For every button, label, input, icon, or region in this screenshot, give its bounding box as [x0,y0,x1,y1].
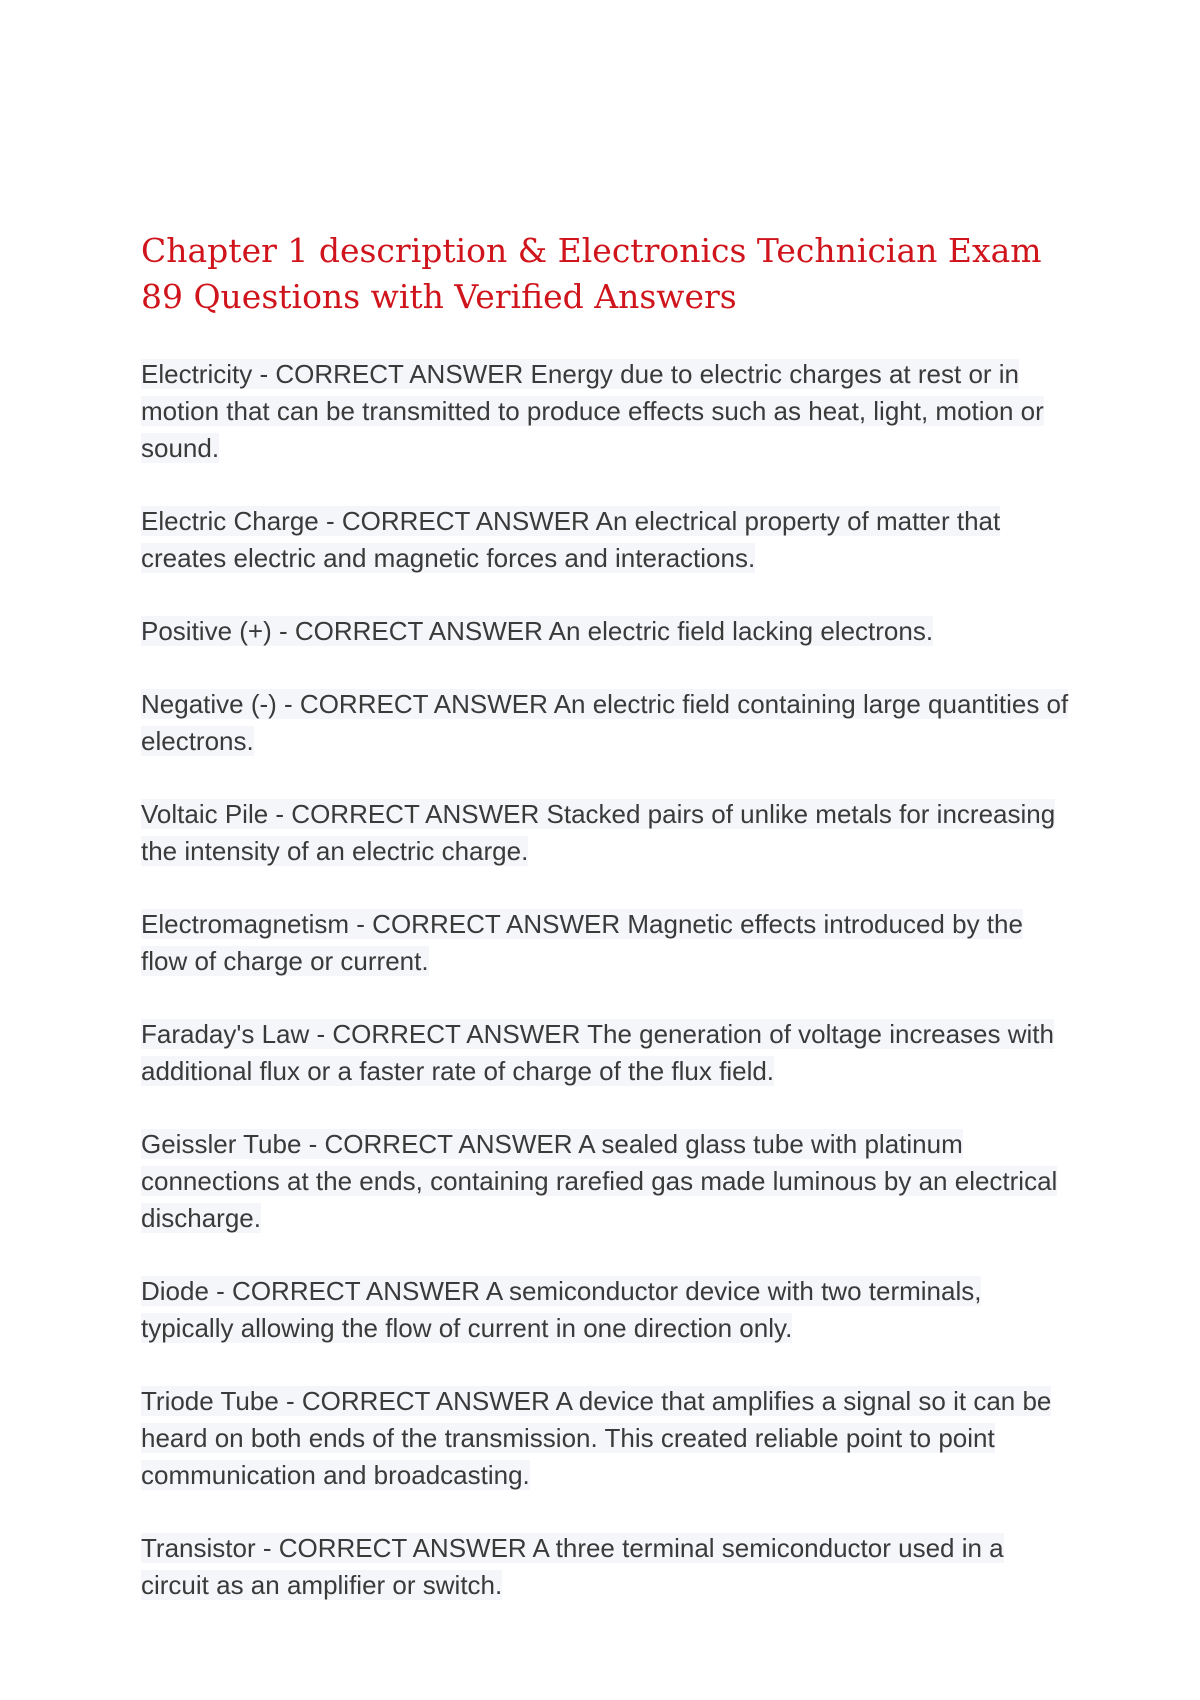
qa-text: Negative (-) - CORRECT ANSWER An electric field containing large quantities of electrons. [141,689,1069,756]
qa-text: Electricity - CORRECT ANSWER Energy due to electric charges at rest or in motion that can be transmitted to produce effects such as heat, light, motion or sound. [141,359,1044,463]
qa-item-electric-charge [141,503,1071,577]
qa-item-negative [141,686,1071,760]
qa-text: Triode Tube - CORRECT ANSWER A device that amplifies a signal so it can be heard on both ends of the transmission. This created reliable point to point communication and broadcasting. [141,1386,1052,1490]
qa-text: Electromagnetism - CORRECT ANSWER Magnetic effects introduced by the flow of charge or current. [141,909,1023,976]
qa-text: Voltaic Pile - CORRECT ANSWER Stacked pairs of unlike metals for increasing the intensity of an electric charge. [141,799,1056,866]
qa-text: Faraday's Law - CORRECT ANSWER The generation of voltage increases with additional flux or a faster rate of charge of the flux field. [141,1019,1054,1086]
qa-item-electromagnetism [141,906,1071,980]
qa-item-triode-tube [141,1383,1071,1494]
qa-list [141,356,1071,1640]
qa-item-geissler-tube [141,1126,1071,1237]
qa-item-transistor [141,1530,1071,1604]
qa-item-diode [141,1273,1071,1347]
qa-item-electricity [141,356,1071,467]
qa-item-positive [141,613,1071,650]
qa-text: Diode - CORRECT ANSWER A semiconductor device with two terminals, typically allowing the flow of current in one direction only. [141,1276,982,1343]
qa-text: Transistor - CORRECT ANSWER A three terminal semiconductor used in a circuit as an amplifier or switch. [141,1533,1004,1600]
qa-text: Electric Charge - CORRECT ANSWER An electrical property of matter that creates electric and magnetic forces and interactions. [141,506,1001,573]
qa-item-voltaic-pile [141,796,1071,870]
qa-item-faradays-law [141,1016,1071,1090]
document-title: Chapter 1 description & Electronics Technician Exam 89 Questions with Verified Answers [141,231,1042,316]
qa-text: Geissler Tube - CORRECT ANSWER A sealed glass tube with platinum connections at the ends, containing rarefied gas made luminous by an electrical discharge. [141,1129,1058,1233]
qa-text: Positive (+) - CORRECT ANSWER An electric field lacking electrons. [141,616,934,646]
